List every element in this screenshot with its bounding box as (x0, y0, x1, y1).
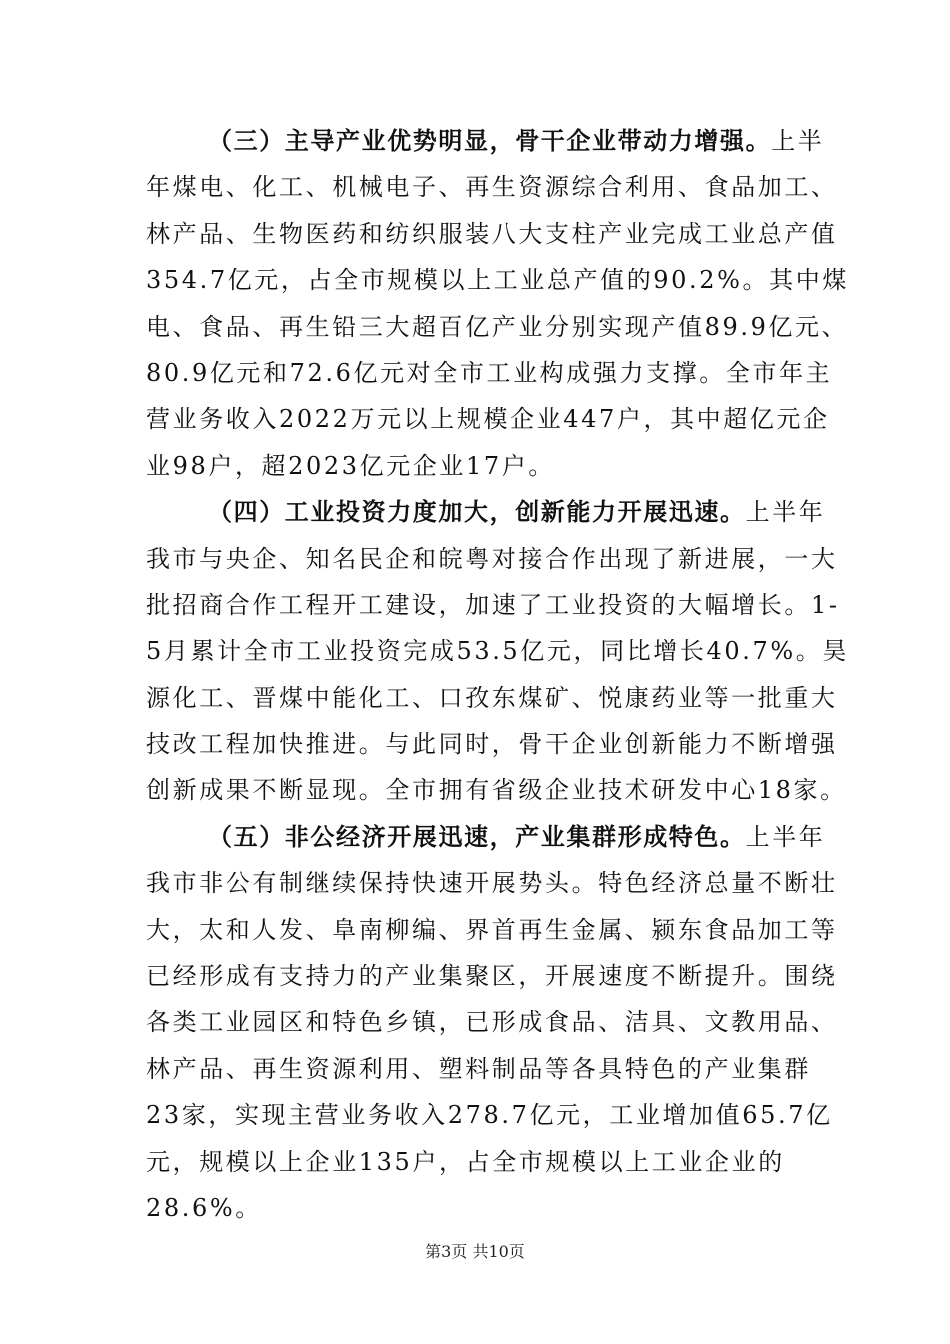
paragraph-heading: （五）非公经济开展迅速，产业集群形成特色。 (208, 821, 746, 851)
paragraph-line: 林产品、生物医药和纺织服装八大支柱产业完成工业总产值 (146, 219, 838, 248)
paragraph-line: 营业务收入2022万元以上规模企业447户，其中超亿元企 (146, 405, 830, 434)
paragraph-line: 80.9亿元和72.6亿元对全市工业构成强力支撑。全市年主 (146, 358, 833, 387)
paragraph-line: 林产品、再生资源利用、塑料制品等各具特色的产业集群 (146, 1054, 811, 1083)
paragraph-line: 5月累计全市工业投资完成53.5亿元，同比增长40.7%。昊 (146, 637, 849, 666)
paragraph-line: 元，规模以上企业135户，占全市规模以上工业企业的 (146, 1147, 785, 1176)
paragraph-line: 大，太和人发、阜南柳编、界首再生金属、颍东食品加工等 (146, 915, 838, 944)
paragraph-line: 354.7亿元，占全市规模以上工业总产值的90.2%。其中煤 (146, 266, 849, 295)
paragraph-line: 批招商合作工程开工建设，加速了工业投资的大幅增长。1- (146, 590, 840, 619)
paragraph-text: 上半年 (745, 498, 826, 527)
paragraph-line: 已经形成有支持力的产业集聚区，开展速度不断提升。围绕 (146, 962, 838, 991)
paragraph-first-line (146, 118, 825, 164)
paragraph-line: 源化工、晋煤中能化工、口孜东煤矿、悦康药业等一批重大 (146, 683, 838, 712)
paragraph-line: 技改工程加快推进。与此同时，骨干企业创新能力不断增强 (146, 730, 838, 759)
paragraph-line: 创新成果不断显现。全市拥有省级企业技术研发中心18家。 (146, 776, 847, 805)
page-number-footer: 第3页 共10页 (425, 1242, 525, 1261)
paragraph-text: 上半年 (745, 822, 826, 851)
paragraph-first-line (146, 489, 826, 535)
paragraph-text: 上半 (771, 127, 825, 155)
paragraph-heading: （三）主导产业优势明显，骨干企业带动力增强。 (208, 126, 772, 155)
paragraph-line: 业98户，超2023亿元企业17户。 (146, 451, 555, 480)
paragraph-line: 28.6%。 (146, 1193, 262, 1222)
paragraph-heading: （四）工业投资力度加大，创新能力开展迅速。 (208, 497, 746, 527)
paragraph-line: 各类工业园区和特色乡镇，已形成食品、洁具、文教用品、 (146, 1008, 838, 1037)
paragraph-line: 年煤电、化工、机械电子、再生资源综合利用、食品加工、 (146, 173, 838, 202)
paragraph-line: 我市与央企、知名民企和皖粤对接合作出现了新进展，一大 (146, 544, 838, 573)
document-body (146, 118, 849, 1231)
paragraph-first-line (146, 814, 826, 860)
paragraph-line: 电、食品、再生铅三大超百亿产业分别实现产值89.9亿元、 (146, 312, 849, 341)
paragraph-line: 23家，实现主营业务收入278.7亿元，工业增加值65.7亿 (146, 1101, 833, 1130)
paragraph-line: 我市非公有制继续保持快速开展势头。特色经济总量不断壮 (146, 869, 838, 898)
